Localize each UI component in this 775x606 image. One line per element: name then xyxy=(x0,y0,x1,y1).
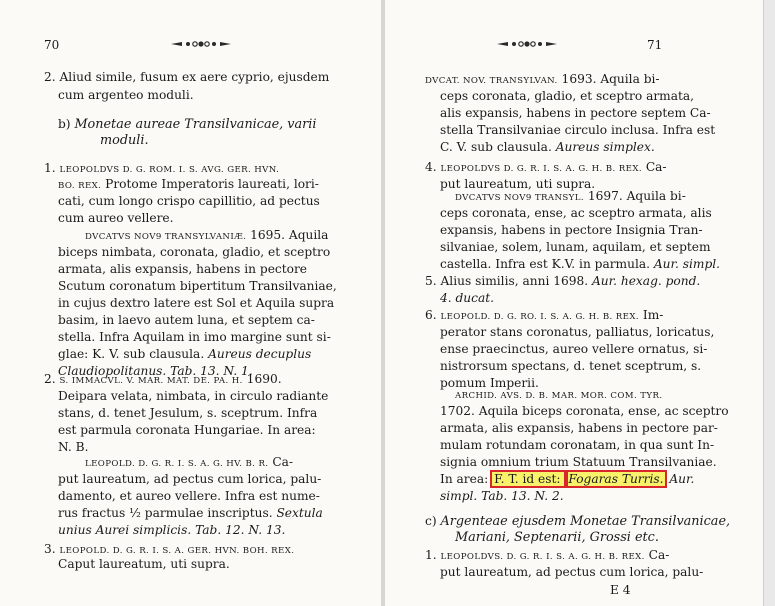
left-text-line xyxy=(58,489,320,503)
left-text-line xyxy=(85,455,293,471)
text-span: pomum Imperii. xyxy=(440,376,539,390)
right-text-line xyxy=(440,123,715,137)
right-text-line xyxy=(440,455,717,469)
text-span: armata, alis expansis, habens in pectore xyxy=(58,262,308,276)
text-span: 5. Alius similis, anni 1698. xyxy=(425,274,592,288)
text-span: 1695. Aquila xyxy=(246,228,329,242)
right-text-line xyxy=(425,548,669,564)
text-span: 1702. Aquila biceps coronata, ense, ac sceptro xyxy=(440,404,729,418)
text-span: LEOPOLDVS D. G. R. I. S. A. G. H. B. REX. xyxy=(440,164,642,174)
text-span: signia omnium trium Statuum Transilvaniae. xyxy=(440,455,717,469)
right-text-line xyxy=(440,89,694,103)
text-span: 1697. Aquila bi- xyxy=(583,189,686,203)
page-number-right: 71 xyxy=(647,38,663,52)
text-span: glae: K. V. sub clausula. xyxy=(58,347,209,361)
right-text-line xyxy=(440,223,703,237)
text-span: stella. Infra Aquilam in imo margine sunt si- xyxy=(58,330,331,344)
text-span: 2. xyxy=(44,372,60,386)
left-text-line xyxy=(58,557,230,571)
text-span: 1693. Aquila bi- xyxy=(557,72,660,86)
right-text-line xyxy=(440,291,494,305)
text-span: armata, alis expansis, habens in pectore par- xyxy=(440,421,718,435)
text-span: 2. Aliud simile, fusum ex aere cyprio, ejusdem xyxy=(44,70,330,84)
text-span: put laureatum, ad pectus cum lorica, palu- xyxy=(440,565,704,579)
text-span: LEOPOLD. D. G. R. I. S. A. GER. HVN. BOH. REX. xyxy=(59,546,295,556)
left-text-line xyxy=(58,296,334,310)
right-text-line xyxy=(425,160,667,176)
text-span: Monetae aureae Transilvanicae, varii xyxy=(74,117,317,132)
left-text-line xyxy=(58,389,328,403)
text-span: 4. xyxy=(425,160,441,174)
text-span: unius Aurei simplicis. Tab. 12. N. 13. xyxy=(58,523,286,537)
text-span: cati, cum longo crispo capillitio, ad pectus xyxy=(58,194,320,208)
left-text-line xyxy=(58,194,320,208)
text-span: simpl. Tab. 13. N. 2. xyxy=(440,489,564,503)
text-span: stella Transilvaniae circulo inclusa. Infra est xyxy=(440,123,716,137)
text-span: Aur. hexag. pond. xyxy=(591,274,701,288)
right-text-line xyxy=(440,404,729,418)
text-span: Ca- xyxy=(644,548,670,562)
left-text-line xyxy=(58,506,323,520)
text-span: LEOPOLD. D. G. RO. I. S. A. G. H. B. REX. xyxy=(440,312,639,322)
right-text-line xyxy=(440,240,711,254)
text-span: 1. xyxy=(425,548,441,562)
text-span: LEOPOLDVS. D. G. R. I. S. A. G. H. B. REX. xyxy=(440,552,645,562)
page-number-left: 70 xyxy=(44,38,60,52)
text-span: Sextula xyxy=(276,506,323,520)
left-text-line xyxy=(58,211,174,225)
left-text-line xyxy=(58,279,337,293)
left-text-line xyxy=(58,262,307,276)
right-text-line xyxy=(455,530,659,545)
text-span: biceps nimbata, coronata, gladio, et sceptro xyxy=(58,245,331,259)
left-text-line xyxy=(58,440,88,454)
left-text-line xyxy=(44,372,282,388)
left-text-line xyxy=(100,133,149,148)
text-span: cum argenteo moduli. xyxy=(58,88,194,102)
text-span: silvaniae, solem, lunam, aquilam, et septem xyxy=(440,240,711,254)
text-span: mulam rotundam coronatam, in qua sunt In- xyxy=(440,438,715,452)
text-span: expansis, habens in pectore Insignia Tran- xyxy=(440,223,703,237)
text-span: 1. xyxy=(44,161,60,175)
text-span: Caput laureatum, uti supra. xyxy=(58,557,230,571)
text-span: 1690. xyxy=(242,372,282,386)
text-span: E 4 xyxy=(610,583,631,597)
text-span: LEOPOLDVS D. G. ROM. I. S. AVG. GER. HVN. xyxy=(59,165,280,175)
right-text-line xyxy=(455,189,686,205)
text-span: LEOPOLD. D. G. R. I. S. A. G. HV. B. R. xyxy=(85,459,269,469)
text-span: 6. xyxy=(425,308,441,322)
left-text-line xyxy=(85,228,328,244)
text-span: N. B. xyxy=(58,440,89,454)
left-text-line xyxy=(58,117,316,132)
text-span: Argenteae ejusdem Monetae Transilvanicae, xyxy=(440,514,731,529)
text-span: damento, et aureo vellere. Infra est nume- xyxy=(58,489,320,503)
left-text-line xyxy=(44,542,294,558)
text-span: put laureatum, ad pectus cum lorica, palu- xyxy=(58,472,322,486)
right-text-line xyxy=(440,359,701,373)
viewer-scrollbar[interactable] xyxy=(763,0,775,606)
text-span: Protome Imperatoris laureati, lori- xyxy=(101,177,319,191)
text-span: Aur. xyxy=(669,472,695,486)
text-span: in cujus dextro latere est Sol et Aquila supra xyxy=(58,296,335,310)
text-span: c) xyxy=(425,514,441,528)
text-span: Mariani, Septenarii, Grossi etc. xyxy=(455,530,659,545)
text-span: rus fractus ½ parmulae inscriptus. xyxy=(58,506,277,520)
text-span: ense praecinctus, aureo vellere ornatus, si- xyxy=(440,342,708,356)
left-text-line xyxy=(58,406,317,420)
right-text-line xyxy=(455,387,662,403)
right-text-line xyxy=(425,308,663,324)
text-span: BO. REX. xyxy=(58,181,102,191)
right-text-line xyxy=(425,274,700,288)
text-span: cum aureo vellere. xyxy=(58,211,174,225)
text-span: put laureatum, uti supra. xyxy=(440,177,596,191)
text-span: Claudiopolitanus. Tab. 13. N. 1. xyxy=(58,364,253,378)
text-span: Ca- xyxy=(268,455,294,469)
left-page xyxy=(0,0,381,606)
text-span: moduli. xyxy=(100,133,149,148)
text-span: alis expansis, habens in pectore septem Ca- xyxy=(440,106,711,120)
right-text-line xyxy=(440,438,714,452)
right-text-line xyxy=(440,206,712,220)
text-span: b) xyxy=(58,117,75,131)
text-span: In area: xyxy=(440,472,493,486)
right-text-line xyxy=(440,140,655,154)
text-span: nistrorsum spectans, d. tenet sceptrum, s. xyxy=(440,359,702,373)
right-page xyxy=(385,0,763,606)
text-span: Ca- xyxy=(641,160,667,174)
text-span: 3. xyxy=(44,542,60,556)
text-span: DVCAT. NOV. TRANSYLVAN. xyxy=(425,76,558,86)
left-text-line xyxy=(58,523,285,537)
left-text-line xyxy=(58,88,194,102)
left-text-line xyxy=(58,472,321,486)
text-span: stans, d. tenet Jesulum, s. sceptrum. Infra xyxy=(58,406,318,420)
text-span: perator stans coronatus, palliatus, loricatus, xyxy=(440,325,715,339)
text-span: 4. ducat. xyxy=(440,291,495,305)
text-span: ARCHID. AVS. D. B. MAR. MOR. COM. TYR. xyxy=(455,391,663,401)
header-ornament-left xyxy=(170,40,232,48)
left-text-line xyxy=(44,70,329,84)
right-text-line xyxy=(610,583,631,597)
right-text-line xyxy=(440,489,564,503)
text-span: ceps coronata, ense, ac sceptro armata, alis xyxy=(440,206,712,220)
right-text-line xyxy=(425,514,730,529)
text-span: Deipara velata, nimbata, in circulo radiante xyxy=(58,389,329,403)
text-span: DVCATVS NOV9 TRANSYLVANIÆ. xyxy=(85,232,247,242)
left-text-line xyxy=(58,423,316,437)
left-text-line xyxy=(58,330,331,344)
text-span: DVCATVS NOV9 TRANSYL. xyxy=(455,193,584,203)
right-text-line xyxy=(440,421,718,435)
text-span: S. IMMACVL. V. MAR. MAT. DE. PA. H. xyxy=(59,376,243,386)
right-text-line xyxy=(440,325,714,339)
right-text-line xyxy=(440,565,703,579)
left-text-line xyxy=(58,177,319,193)
right-text-line xyxy=(440,106,711,120)
text-span: Aureus decuplus xyxy=(208,347,312,361)
text-span: basim, in laevo autem luna, et septem ca- xyxy=(58,313,315,327)
header-ornament-right xyxy=(496,40,558,48)
text-span: castella. Infra est K.V. in parmula. xyxy=(440,257,654,271)
right-text-line xyxy=(440,257,720,271)
text-span: Aur. simpl. xyxy=(653,257,721,271)
highlighted-text: F. T. id est: xyxy=(494,472,565,486)
text-span: ceps coronata, gladio, et sceptro armata, xyxy=(440,89,695,103)
left-text-line xyxy=(58,313,315,327)
left-text-line xyxy=(58,245,330,259)
right-text-line xyxy=(425,72,660,88)
text-span: est parmula coronata Hungariae. In area: xyxy=(58,423,316,437)
right-text-line xyxy=(440,342,707,356)
left-text-line xyxy=(58,347,311,361)
text-span: Im- xyxy=(639,308,664,322)
highlighted-text: Fogaras Turris. xyxy=(568,472,664,486)
right-text-line xyxy=(440,472,694,486)
text-span: Aureus simplex. xyxy=(555,140,655,154)
text-span: C. V. sub clausula. xyxy=(440,140,556,154)
text-span: Scutum coronatum bipertitum Transilvaniae, xyxy=(58,279,337,293)
left-text-line xyxy=(44,161,279,177)
